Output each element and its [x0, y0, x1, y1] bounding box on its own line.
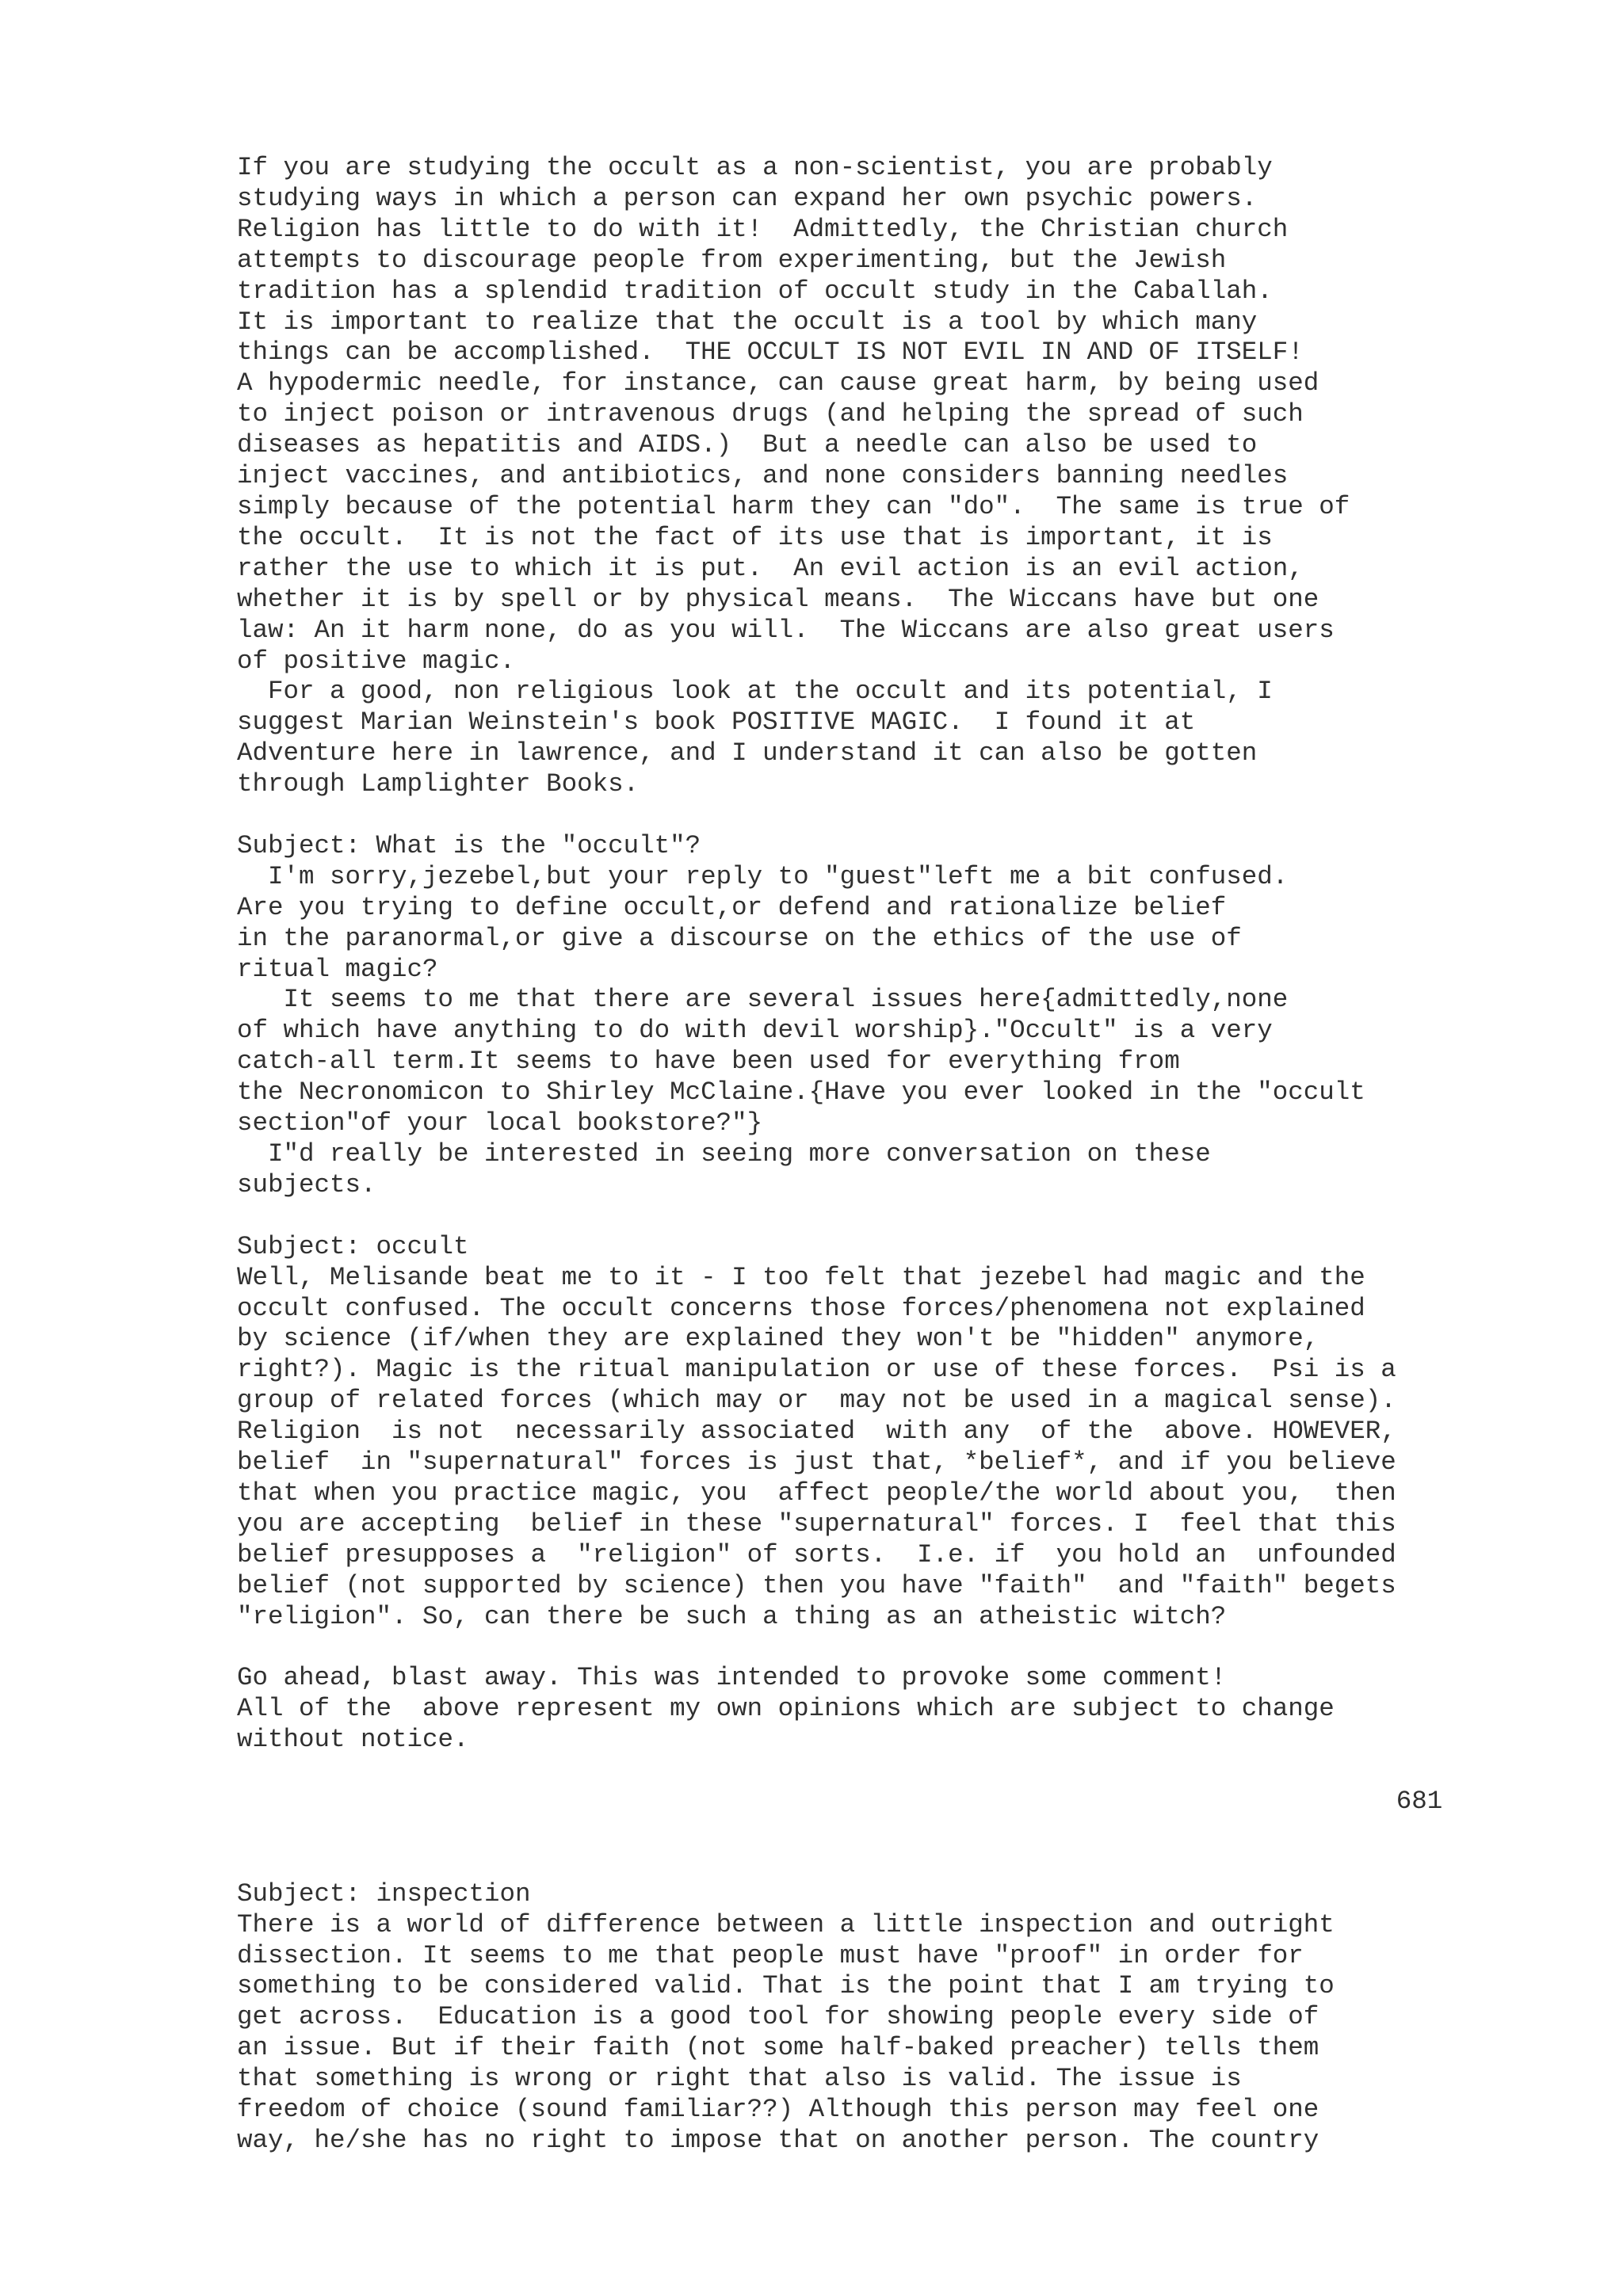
text-line: law: An it harm none, do as you will. The Wiccans are also great users: [237, 615, 1335, 645]
text-line: right?). Magic is the ritual manipulation or use of these forces. Psi is a: [237, 1355, 1396, 1385]
text-line: I"d really be interested in seeing more conversation on these: [237, 1139, 1211, 1169]
text-line: an issue. But if their faith (not some half-baked preacher) tells them: [237, 2033, 1319, 2063]
text-line: attempts to discourage people from experimenting, but the Jewish: [237, 245, 1227, 275]
text-line: to inject poison or intravenous drugs (and helping the spread of such: [237, 399, 1304, 429]
text-line: ritual magic?: [237, 954, 438, 984]
text-line: way, he/she has no right to impose that on another person. The country: [237, 2126, 1319, 2155]
text-line: inject vaccines, and antibiotics, and none considers banning needles: [237, 461, 1289, 491]
text-line: Well, Melisande beat me to it - I too felt that jezebel had magic and the: [237, 1262, 1365, 1292]
text-line: studying ways in which a person can expand her own psychic powers.: [237, 183, 1258, 213]
text-line: the Necronomicon to Shirley McClaine.{Have you ever looked in the "occult: [237, 1077, 1365, 1108]
text-line: of positive magic.: [237, 646, 516, 676]
text-line: things can be accomplished. THE OCCULT IS NOT EVIL IN AND OF ITSELF!: [237, 338, 1304, 368]
page-number: 681: [237, 1787, 1443, 1817]
text-line: "religion". So, can there be such a thing as an atheistic witch?: [237, 1601, 1227, 1631]
text-line: It is important to realize that the occult is a tool by which many: [237, 307, 1258, 337]
text-line: by science (if/when they are explained they won't be "hidden" anymore,: [237, 1324, 1319, 1354]
text-line: belief presupposes a "religion" of sorts. I.e. if you hold an unfounded: [237, 1539, 1396, 1569]
text-line: dissection. It seems to me that people must have "proof" in order for: [237, 1940, 1304, 1970]
text-line: There is a world of difference between a little inspection and outright: [237, 1909, 1335, 1939]
subject-line: Subject: inspection: [237, 1878, 531, 1909]
text-line: through Lamplighter Books.: [237, 769, 640, 799]
subject-line: Subject: occult: [237, 1231, 469, 1261]
text-line: A hypodermic needle, for instance, can cause great harm, by being used: [237, 368, 1319, 399]
text-line: you are accepting belief in these "supernatural" forces. I feel that this: [237, 1508, 1396, 1539]
text-line: that something is wrong or right that also is valid. The issue is: [237, 2064, 1242, 2094]
text-line: suggest Marian Weinstein's book POSITIVE MAGIC. I found it at: [237, 707, 1196, 738]
text-line: whether it is by spell or by physical means. The Wiccans have but one: [237, 584, 1319, 614]
text-line: Religion is not necessarily associated with any of the above. HOWEVER,: [237, 1417, 1396, 1447]
text-line: If you are studying the occult as a non-scientist, you are probably: [237, 153, 1273, 182]
text-line: belief in "supernatural" forces is just that, *belief*, and if you believe: [237, 1447, 1396, 1478]
text-line: Religion has little to do with it! Admittedly, the Christian church: [237, 214, 1289, 244]
text-line: in the paranormal,or give a discourse on the ethics of the use of: [237, 923, 1242, 953]
text-line: For a good, non religious look at the occult and its potential, I: [237, 677, 1273, 707]
text-line: Adventure here in lawrence, and I understand it can also be gotten: [237, 738, 1258, 769]
text-line: I'm sorry,jezebel,but your reply to "guest"left me a bit confused.: [237, 861, 1289, 891]
text-line: subjects.: [237, 1169, 376, 1199]
text-line: that when you practice magic, you affect people/the world about you, then: [237, 1478, 1396, 1508]
text-line: section"of your local bookstore?"}: [237, 1108, 763, 1138]
text-line: group of related forces (which may or may not be used in a magical sense).: [237, 1386, 1396, 1416]
text-line: Go ahead, blast away. This was intended to provoke some comment!: [237, 1663, 1227, 1693]
text-line: catch-all term.It seems to have been used for everything from: [237, 1047, 1180, 1077]
text-line: without notice.: [237, 1725, 469, 1755]
text-line: belief (not supported by science) then you have "faith" and "faith" begets: [237, 1570, 1396, 1600]
text-line: It seems to me that there are several issues here{admittedly,none: [237, 985, 1289, 1015]
text-line: All of the above represent my own opinions which are subject to change: [237, 1694, 1335, 1724]
subject-line: Subject: What is the "occult"?: [237, 830, 701, 860]
document-text: [237, 153, 1473, 2157]
text-line: rather the use to which it is put. An evil action is an evil action,: [237, 553, 1304, 583]
text-line: occult confused. The occult concerns those forces/phenomena not explained: [237, 1293, 1365, 1323]
text-line: tradition has a splendid tradition of occult study in the Caballah.: [237, 276, 1273, 306]
text-line: get across. Education is a good tool for showing people every side of: [237, 2002, 1319, 2032]
text-line: of which have anything to do with devil worship}."Occult" is a very: [237, 1016, 1273, 1046]
text-line: freedom of choice (sound familiar??) Although this person may feel one: [237, 2095, 1319, 2125]
text-line: something to be considered valid. That is the point that I am trying to: [237, 1971, 1335, 2001]
text-line: the occult. It is not the fact of its use that is important, it is: [237, 522, 1273, 552]
text-line: diseases as hepatitis and AIDS.) But a needle can also be used to: [237, 430, 1258, 460]
text-line: simply because of the potential harm they can "do". The same is true of: [237, 491, 1350, 521]
text-line: Are you trying to define occult,or defend and rationalize belief: [237, 892, 1227, 922]
